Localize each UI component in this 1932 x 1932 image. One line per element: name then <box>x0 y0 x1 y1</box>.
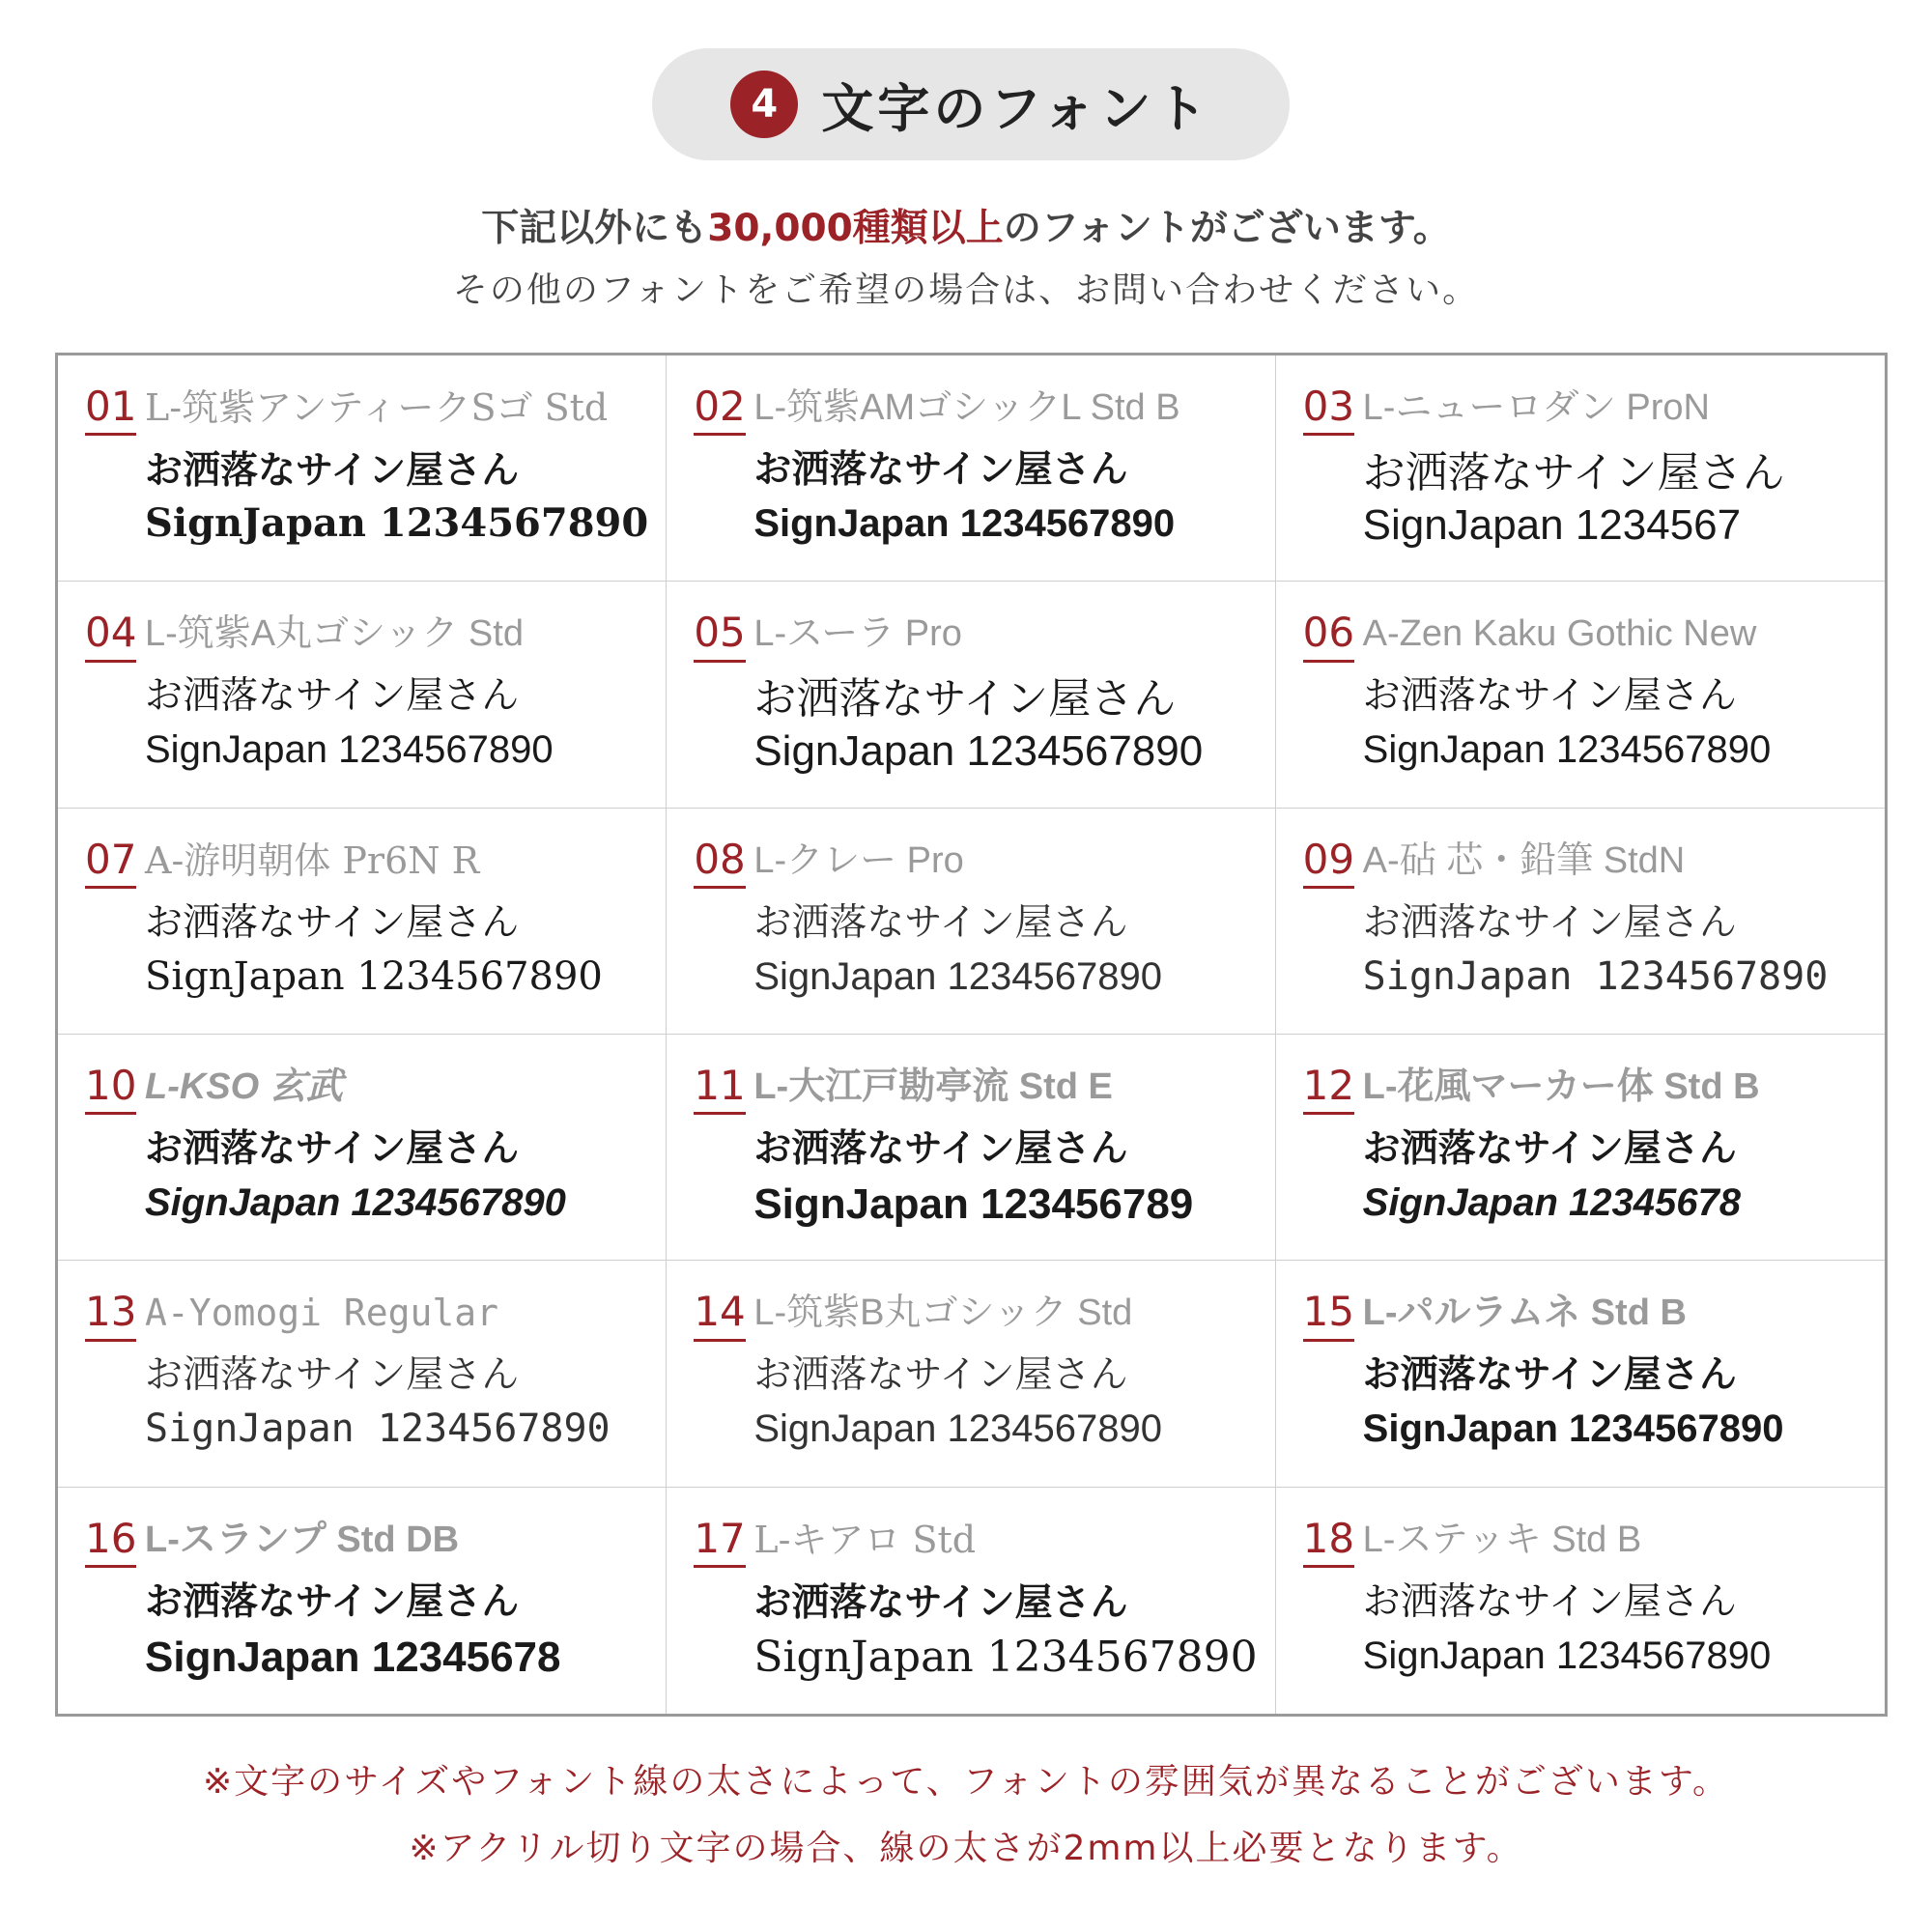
font-sample-latin: SignJapan 1234567890 <box>1362 728 1772 772</box>
font-cell <box>58 809 667 1035</box>
font-number: 14 <box>694 1290 745 1341</box>
font-number: 17 <box>694 1517 745 1568</box>
font-sample-japanese: お洒落なサイン屋さん <box>753 1127 1128 1170</box>
font-cell <box>667 1035 1275 1261</box>
font-cell <box>58 1488 667 1714</box>
font-name: A-Zen Kaku Gothic New <box>1362 613 1757 655</box>
section-number-badge: 4 <box>730 71 798 138</box>
font-sample-latin: SignJapan 1234567890 <box>753 1407 1162 1451</box>
font-name: L-花風マーカー体 Std B <box>1362 1065 1760 1107</box>
font-name: L-筑紫A丸ゴシック Std <box>145 613 524 655</box>
font-sample-japanese: お洒落なサイン屋さん <box>1362 675 1737 718</box>
font-sample-latin: SignJapan 1234567 <box>1362 501 1742 549</box>
intro-line-1 <box>0 198 1932 252</box>
font-sample-latin: SignJapan 123456789 <box>753 1179 1194 1228</box>
font-number: 12 <box>1303 1064 1354 1115</box>
font-number: 06 <box>1303 611 1354 662</box>
font-cell <box>1276 355 1885 582</box>
font-cell <box>667 355 1275 582</box>
footnote-acrylic-requirement: ※アクリル切り文字の場合、線の太さが2mm以上必要となります。 <box>409 1829 1523 1868</box>
font-sample-japanese: お洒落なサイン屋さん <box>1362 901 1737 944</box>
font-cell <box>58 355 667 582</box>
font-sample-japanese: お洒落なサイン屋さん <box>753 1354 1128 1397</box>
font-sample-japanese: お洒落なサイン屋さん <box>145 1354 520 1397</box>
font-cell <box>1276 1261 1885 1487</box>
font-sample-latin: SignJapan 1234567890 <box>1362 953 1829 999</box>
font-name: L-パルラムネ Std B <box>1362 1293 1687 1334</box>
font-sample-japanese: お洒落なサイン屋さん <box>1362 1354 1737 1397</box>
font-number: 07 <box>85 838 136 889</box>
font-sample-latin: SignJapan 1234567890 <box>145 728 554 772</box>
font-number: 08 <box>694 838 745 889</box>
font-sample-japanese: お洒落なサイン屋さん <box>753 1579 1128 1625</box>
font-sample-grid <box>55 353 1888 1717</box>
font-sample-latin: SignJapan 1234567890 <box>753 954 1162 998</box>
font-sample-latin: SignJapan 12345678 <box>1362 1180 1742 1224</box>
font-number: 18 <box>1303 1517 1354 1568</box>
font-cell <box>1276 582 1885 808</box>
font-name: A-游明朝体 Pr6N R <box>145 838 480 882</box>
font-name: L-スランプ Std DB <box>145 1519 460 1560</box>
font-name: L-筑紫B丸ゴシック Std <box>753 1293 1133 1334</box>
font-sample-latin: SignJapan 12345678 <box>145 1633 561 1681</box>
intro-line-2: その他のフォントをご希望の場合は、お問い合わせください。 <box>452 270 1480 310</box>
font-sample-latin: SignJapan 1234567890 <box>1362 1407 1784 1451</box>
font-sample-latin: SignJapan 1234567890 <box>145 1180 566 1224</box>
font-sample-japanese: お洒落なサイン屋さん <box>753 449 1128 491</box>
font-name: L-大江戸勘亭流 Std E <box>753 1065 1113 1107</box>
font-sample-japanese: お洒落なサイン屋さん <box>145 675 520 718</box>
font-name: L-クレー Pro <box>753 839 964 881</box>
font-number: 15 <box>1303 1290 1354 1341</box>
footnote-font-appearance: ※文字のサイズやフォント線の太さによって、フォントの雰囲気が異なることがございます。 <box>202 1762 1730 1802</box>
font-number: 16 <box>85 1517 136 1568</box>
font-number: 04 <box>85 611 136 662</box>
font-number: 03 <box>1303 384 1354 436</box>
intro-text-before: 下記以外にも <box>481 207 708 250</box>
font-cell <box>1276 1035 1885 1261</box>
font-sample-japanese: お洒落なサイン屋さん <box>753 901 1128 944</box>
font-sample-japanese: お洒落なサイン屋さん <box>1362 1580 1737 1623</box>
font-sample-japanese: お洒落なサイン屋さん <box>145 448 520 493</box>
font-sample-japanese: お洒落なサイン屋さん <box>145 1127 520 1170</box>
font-name: A-Yomogi Regular <box>145 1292 499 1335</box>
font-number: 05 <box>694 611 745 662</box>
font-cell <box>667 1261 1275 1487</box>
font-number: 11 <box>694 1064 745 1115</box>
font-cell <box>58 1035 667 1261</box>
font-cell <box>667 1488 1275 1714</box>
font-cell <box>58 582 667 808</box>
font-sample-latin: SignJapan 1234567890 <box>145 500 649 546</box>
font-sample-latin: SignJapan 1234567890 <box>145 953 603 999</box>
font-number: 01 <box>85 384 136 436</box>
font-name: L-筑紫アンティークSゴ Std <box>145 386 609 429</box>
section-title: 文字のフォント <box>821 77 1211 139</box>
section-header <box>652 48 1290 160</box>
intro-text-after: のフォントがございます。 <box>1003 207 1451 250</box>
font-sample-latin: SignJapan 1234567890 <box>145 1406 611 1452</box>
font-cell <box>58 1261 667 1487</box>
font-number: 02 <box>694 384 745 436</box>
font-cell <box>1276 1488 1885 1714</box>
font-cell <box>1276 809 1885 1035</box>
font-sample-latin: SignJapan 1234567890 <box>753 727 1204 776</box>
font-name: L-KSO 玄武 <box>145 1065 343 1107</box>
font-sample-japanese: お洒落なサイン屋さん <box>145 1580 520 1623</box>
font-name: L-筑紫AMゴシックL Std B <box>753 387 1180 428</box>
font-number: 13 <box>85 1290 136 1341</box>
font-sample-japanese: お洒落なサイン屋さん <box>1362 449 1785 497</box>
font-name: A-砧 芯・鉛筆 StdN <box>1362 839 1686 881</box>
font-cell <box>667 582 1275 808</box>
intro-highlight: 30,000種類以上 <box>707 207 1004 250</box>
font-sample-japanese: お洒落なサイン屋さん <box>145 900 520 945</box>
font-sample-latin: SignJapan 1234567890 <box>753 502 1176 545</box>
font-name: L-キアロ Std <box>753 1518 977 1561</box>
font-name: L-ニューロダン ProN <box>1362 387 1710 428</box>
font-number: 09 <box>1303 838 1354 889</box>
font-name: L-ステッキ Std B <box>1362 1519 1642 1560</box>
font-sample-japanese: お洒落なサイン屋さん <box>753 675 1177 724</box>
font-cell <box>667 809 1275 1035</box>
font-sample-latin: SignJapan 1234567890 <box>753 1632 1258 1682</box>
font-sample-latin: SignJapan 1234567890 <box>1362 1634 1772 1677</box>
font-sample-japanese: お洒落なサイン屋さん <box>1362 1127 1737 1170</box>
font-number: 10 <box>85 1064 136 1115</box>
font-name: L-スーラ Pro <box>753 613 962 655</box>
